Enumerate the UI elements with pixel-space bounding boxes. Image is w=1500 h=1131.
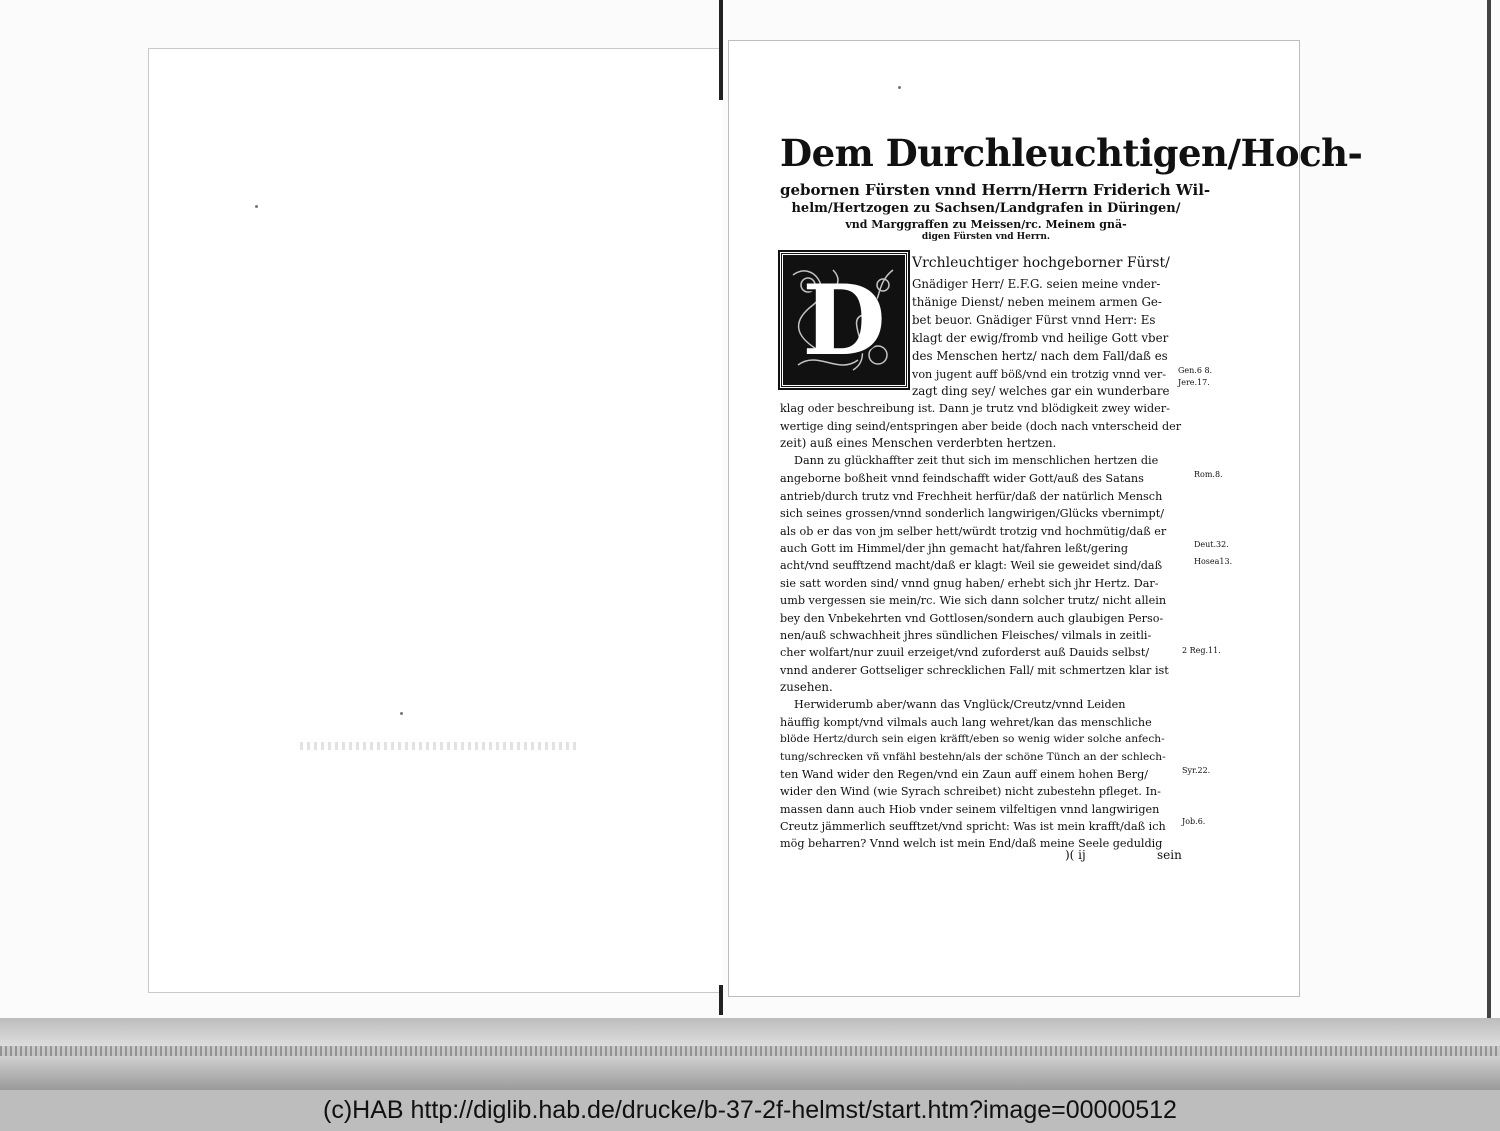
text-line: mög beharren? Vnnd welch ist mein End/daß meine Seele geduldig [780,837,1163,850]
text-line: blöde Hertz/durch sein eigen kräfft/eben so wenig wider solche anfech- [780,733,1165,745]
speck [400,712,403,715]
signature-mark: )( ij [1065,848,1086,862]
speck [898,86,901,89]
title-line-5: digen Fürsten vnd Herrn. [921,232,1051,242]
initial-letter: D [802,263,886,377]
gutter-line-top [719,0,723,100]
text-line: cher wolfart/nur zuuil erzeiget/vnd zuforderst auß Dauids selbst/ [780,646,1150,659]
text-line: thänige Dienst/ neben meinem armen Ge- [912,295,1162,309]
binding-strip [0,1018,1500,1090]
text-line: bey den Vnbekehrten vnd Gottlosen/sondern auch glaubigen Perso- [780,612,1164,625]
left-page [148,48,722,993]
text-line: Herwiderumb aber/wann das Vnglück/Creutz/vnnd Leiden [794,698,1126,711]
copyright-footer: (c)HAB http://diglib.hab.de/drucke/b-37-2f-helmst/start.htm?image=00000512 [0,1090,1500,1131]
title-line-4: vnd Marggraffen zu Meissen/rc. Meinem gnä- [845,218,1127,231]
catchword: sein [1157,848,1182,862]
bleed-through-mark [300,742,580,750]
gutter-line-bottom [719,985,723,1015]
text-line: klag oder beschreibung ist. Dann je trutz vnd blödigkeit zwey wider- [780,402,1170,415]
text-line: wider den Wind (wie Syrach schreibet) nicht zubestehn pfleget. In- [780,785,1161,798]
margin-note: Job.6. [1182,817,1206,826]
text-line: wertige ding seind/entspringen aber beide (doch nach vnterscheid der [780,420,1182,433]
margin-note: Rom.8. [1194,470,1223,479]
text-line: auch Gott im Himmel/der jhn gemacht hat/fahren leßt/gering [780,542,1128,555]
margin-note: 2 Reg.11. [1182,646,1221,655]
text-line: tung/schrecken vñ vnfähl bestehn/als der schöne Tünch an der schlech- [780,751,1166,763]
text-line: häuffig kompt/vnd vilmals auch lang wehret/kan das menschliche [780,716,1152,729]
page-edge-right [1487,0,1491,1030]
text-line: umb vergessen sie mein/rc. Wie sich dann solcher trutz/ nicht allein [780,594,1167,607]
text-line: Vrchleuchtiger hochgeborner Fürst/ [912,255,1170,271]
margin-note: Deut.32. [1194,540,1229,549]
text-line: von jugent auff böß/vnd ein trotzig vnnd ver- [912,368,1167,381]
text-line: antrieb/durch trutz vnd Frechheit herfür/daß der natürlich Mensch [780,490,1163,503]
text-line: massen dann auch Hiob vnder seinem vilfeltigen vnnd langwirigen [780,803,1160,816]
text-line: Dann zu glückhaffter zeit thut sich im menschlichen hertzen die [794,454,1159,467]
title-line-3: helm/Hertzogen zu Sachsen/Landgrafen in Düringen/ [791,201,1181,216]
text-line: klagt der ewig/fromb vnd heilige Gott vber [912,331,1169,345]
speck [255,205,258,208]
margin-note: Jere.17. [1178,378,1210,387]
text-line: sich seines grossen/vnnd sonderlich langwirigen/Glücks vbernimpt/ [780,507,1164,520]
dedication-subtitle [780,180,1211,243]
title-line-2: gebornen Fürsten vnnd Herrn/Herrn Friderich Wil- [780,181,1211,199]
text-line: Creutz jämmerlich seufftzet/vnd spricht: Was ist mein krafft/daß ich [780,820,1166,833]
margin-note: Syr.22. [1182,766,1211,775]
text-line: als ob er das von jm selber hett/würdt trotzig vnd hochmütig/daß er [780,525,1167,538]
text-line: Gnädiger Herr/ E.F.G. seien meine vnder- [912,277,1161,291]
text-line: nen/auß schwachheit jhres sündlichen Fleisches/ vilmals in zeitli- [780,629,1152,642]
text-line: zusehen. [780,680,833,694]
margin-note: Hosea13. [1194,557,1233,566]
dedication-title: Dem Durchleuchtigen/Hoch- [780,131,1363,175]
text-line: ten Wand wider den Regen/vnd ein Zaun auff einem hohen Berg/ [780,768,1149,781]
text-line: sie satt worden sind/ vnnd gnug haben/ erhebt sich jhr Hertz. Dar- [780,577,1159,590]
text-line: des Menschen hertz/ nach dem Fall/daß es [912,349,1168,363]
decorated-initial [780,252,908,388]
text-line: bet beuor. Gnädiger Fürst vnnd Herr: Es [912,313,1156,327]
text-line: zeit) auß eines Menschen verderbten hertzen. [780,436,1057,450]
margin-note: Gen.6 8. [1178,366,1213,375]
text-line: angeborne boßheit vnnd feindschafft wider Gott/auß des Satans [780,472,1144,485]
text-line: zagt ding sey/ welches gar ein wunderbare [912,384,1170,398]
text-line: acht/vnd seufftzend macht/daß er klagt: Weil sie geweidet sind/daß [780,559,1163,572]
text-line: vnnd anderer Gottseliger schrecklichen Fall/ mit schmertzen klar ist [780,664,1169,677]
